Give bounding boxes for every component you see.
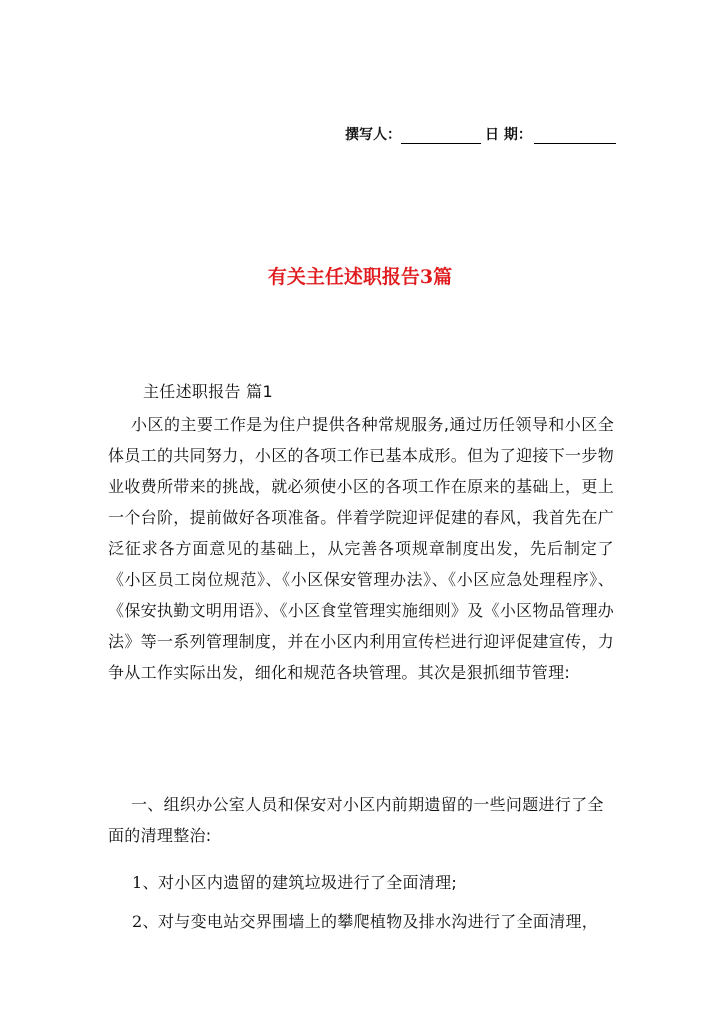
body-paragraph-2: 一、组织办公室人员和保安对小区内前期遗留的一些问题进行了全面的清理整治: [108, 795, 604, 845]
author-label: 撰写人： [345, 127, 401, 143]
date-blank-line [534, 128, 616, 144]
list-item [132, 906, 612, 937]
list-item [132, 867, 612, 898]
list-item-number: 2、 [132, 912, 159, 931]
list-item-text: 对小区内遗留的建筑垃圾进行了全面清理; [158, 873, 458, 892]
document-title: 有关主任述职报告3篇 [267, 266, 453, 288]
body-paragraph-1: 小区的主要工作是为住户提供各种常规服务,通过历任领导和小区全体员工的共同努力，小区的各项工作已基本成形。但为了迎接下一步物业收费所带来的挑战，就必须使小区的各项工作在原来的基础上，更上一个台阶，提前做好各项准备。伴着学院迎评促建的春风，我首先在广泛征求各方面意见的基础上，从完善各项规章制度出发，先后制定了《小区员工岗位规范》、《小区保安管理办法》、《小区应急处理程序》、《保安执勤文明用语》、《小区食堂管理实施细则》及《小区物品管理办法》等一系列管理制度，并在小区内利用宣传栏进行迎评促建宣传，力争从工作实际出发，细化和规范各块管理。其次是狠抓细节管理: [108, 415, 614, 682]
author-blank-line [401, 128, 481, 144]
date-label: 日 期： [485, 127, 532, 143]
author-date-line [345, 124, 615, 146]
section-heading: 主任述职报告 篇1 [143, 382, 273, 401]
list-item-number: 1、 [132, 873, 159, 892]
list-item-text: 对与变电站交界围墙上的攀爬植物及排水沟进行了全面清理， [158, 912, 599, 931]
